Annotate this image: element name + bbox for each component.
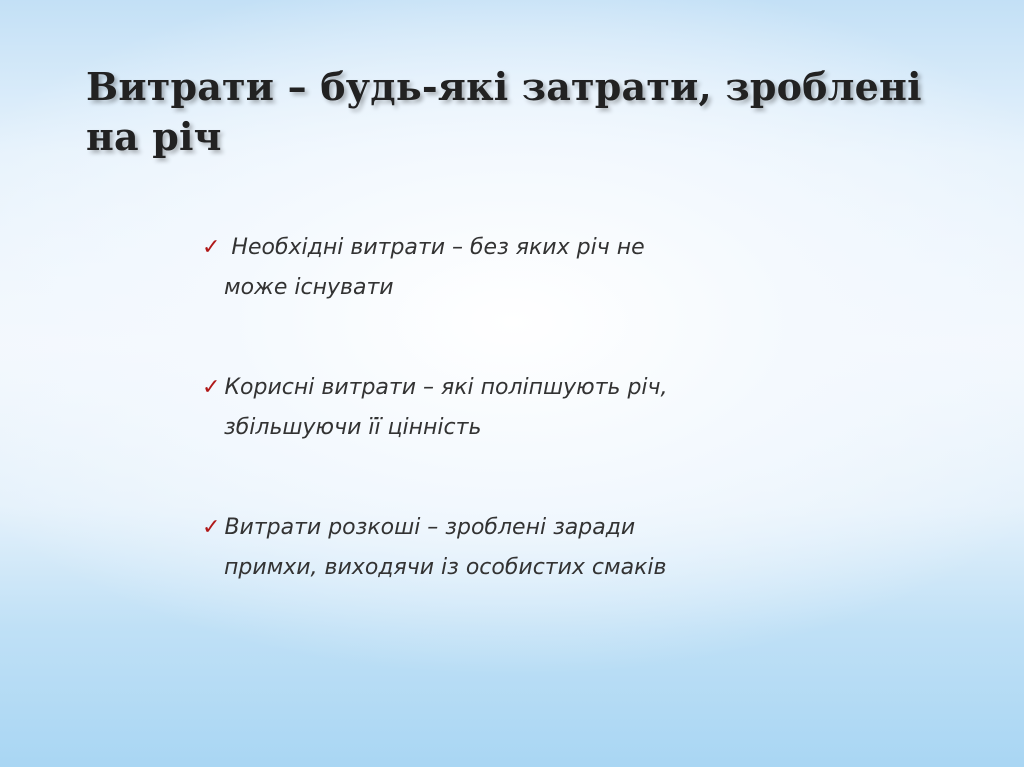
bullet-text-line1: Корисні витрати – які поліпшують річ, bbox=[224, 375, 668, 400]
bullet-list bbox=[200, 228, 900, 648]
checkmark-icon: ✓ bbox=[202, 235, 221, 260]
bullet-text-line1: Витрати розкоші – зроблені заради bbox=[224, 515, 636, 540]
checkmark-icon: ✓ bbox=[202, 515, 221, 540]
bullet-first-line bbox=[200, 228, 900, 268]
bullet-first-line bbox=[200, 368, 900, 408]
bullet-text-line1: Необхідні витрати – без яких річ не bbox=[224, 235, 645, 260]
bullet-first-line bbox=[200, 508, 900, 548]
bullet-text-line2: примхи, виходячи із особистих смаків bbox=[224, 555, 667, 580]
slide-title: Витрати – будь-які затрати, зроблені на річ bbox=[86, 64, 922, 159]
bullet-item bbox=[200, 228, 900, 308]
bullet-item bbox=[200, 368, 900, 448]
bullet-item bbox=[200, 508, 900, 588]
bullet-text-line2: може існувати bbox=[224, 275, 394, 300]
bullet-text-line2: збільшуючи її цінність bbox=[224, 415, 482, 440]
checkmark-icon: ✓ bbox=[202, 375, 221, 400]
